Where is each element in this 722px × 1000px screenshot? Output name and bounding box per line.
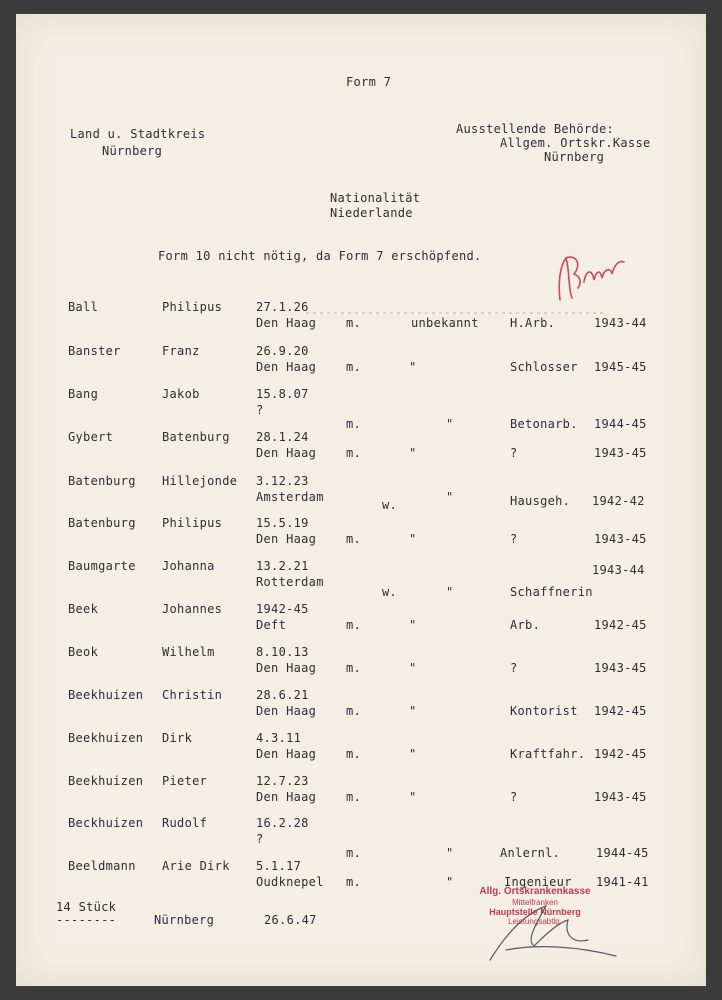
- person-surname: Beeldmann: [68, 859, 136, 873]
- person-date: 13.2.21: [256, 559, 309, 573]
- person-surname: Gybert: [68, 430, 114, 444]
- dashes: --------: [56, 913, 117, 927]
- person-date: 28.1.24: [256, 430, 309, 444]
- person-job: ?: [510, 446, 518, 460]
- person-period: 1942-45: [594, 747, 647, 761]
- person-surname: Beekhuizen: [68, 688, 144, 702]
- person-job: Kraftfahr.: [510, 747, 586, 761]
- person-date: 8.10.13: [256, 645, 309, 659]
- person-job: Schaffnerin: [510, 585, 593, 599]
- person-surname: Baumgarte: [68, 559, 136, 573]
- note-line: Form 10 nicht nötig, da Form 7 erschöpfend.: [158, 249, 482, 263]
- person-surname: Bang: [68, 387, 99, 401]
- person-given: Wilhelm: [162, 645, 215, 659]
- person-status: ": [409, 360, 417, 374]
- person-period: 1943-44: [592, 563, 645, 577]
- district-line-1: Land u. Stadtkreis: [70, 127, 206, 141]
- person-surname: Beekhuizen: [68, 731, 144, 745]
- person-given: Johannes: [162, 602, 223, 616]
- person-status: ": [409, 704, 417, 718]
- person-status: ": [409, 661, 417, 675]
- person-surname: Batenburg: [68, 474, 136, 488]
- person-status: ": [409, 532, 417, 546]
- person-sex: m.: [346, 618, 362, 632]
- person-period: 1943-45: [594, 790, 647, 804]
- person-place: Rotterdam: [256, 575, 324, 589]
- person-place: Amsterdam: [256, 490, 324, 504]
- district-line-2: Nürnberg: [102, 144, 163, 158]
- person-job: ?: [510, 661, 518, 675]
- nationality-label: Nationalität: [330, 191, 421, 205]
- person-job: ?: [510, 532, 518, 546]
- person-date: 15.8.07: [256, 387, 309, 401]
- person-place: Den Haag: [256, 360, 317, 374]
- person-date: 3.12.23: [256, 474, 309, 488]
- person-place: ?: [256, 832, 264, 846]
- person-date: 28.6.21: [256, 688, 309, 702]
- person-place: Den Haag: [256, 532, 317, 546]
- person-given: Batenburg: [162, 430, 230, 444]
- person-date: 26.9.20: [256, 344, 309, 358]
- person-given: Christin: [162, 688, 223, 702]
- person-date: 1942-45: [256, 602, 309, 616]
- person-job: Betonarb.: [510, 417, 578, 431]
- person-period: 1945-45: [594, 360, 647, 374]
- person-sex: w.: [382, 585, 398, 599]
- footer-city: Nürnberg: [154, 913, 215, 927]
- authority-line-3: Nürnberg: [544, 150, 605, 164]
- person-sex: m.: [346, 747, 362, 761]
- person-place: Den Haag: [256, 704, 317, 718]
- person-surname: Ball: [68, 300, 99, 314]
- person-given: Rudolf: [162, 816, 208, 830]
- person-surname: Beekhuizen: [68, 774, 144, 788]
- person-date: 4.3.11: [256, 731, 302, 745]
- person-sex: m.: [346, 446, 362, 460]
- person-status: ": [446, 875, 454, 889]
- person-date: 16.2.28: [256, 816, 309, 830]
- person-period: 1942-45: [594, 618, 647, 632]
- person-status: ": [446, 490, 454, 504]
- person-place: Oudknepel: [256, 875, 324, 889]
- person-sex: m.: [346, 790, 362, 804]
- person-period: 1944-45: [594, 417, 647, 431]
- person-sex: m.: [346, 360, 362, 374]
- signature-mark-icon: [554, 242, 634, 312]
- person-date: 5.1.17: [256, 859, 302, 873]
- stamp-line-1: Allg. Ortskrankenkasse: [479, 886, 591, 897]
- person-given: Franz: [162, 344, 200, 358]
- person-status: ": [446, 417, 454, 431]
- person-sex: w.: [382, 498, 398, 512]
- person-status: ": [409, 618, 417, 632]
- person-place: Den Haag: [256, 790, 317, 804]
- person-sex: m.: [346, 661, 362, 675]
- person-given: Dirk: [162, 731, 193, 745]
- person-job: Anlernl.: [500, 846, 561, 860]
- person-job: Kontorist: [510, 704, 578, 718]
- person-period: 1943-45: [594, 532, 647, 546]
- person-status: unbekannt: [411, 316, 479, 330]
- person-job: Arb.: [510, 618, 541, 632]
- count-label: 14 Stück: [56, 900, 117, 914]
- person-given: Johanna: [162, 559, 215, 573]
- person-period: 1943-44: [594, 316, 647, 330]
- nationality-value: Niederlande: [330, 206, 413, 220]
- person-surname: Beek: [68, 602, 99, 616]
- person-period: 1944-45: [596, 846, 649, 860]
- person-sex: m.: [346, 316, 362, 330]
- person-sex: m.: [346, 704, 362, 718]
- person-sex: m.: [346, 875, 362, 889]
- person-date: 15.5.19: [256, 516, 309, 530]
- authority-line-2: Allgem. Ortskr.Kasse: [500, 136, 651, 150]
- authority-line-1: Ausstellende Behörde:: [456, 122, 615, 136]
- person-period: 1942-45: [594, 704, 647, 718]
- person-period: 1943-45: [594, 661, 647, 675]
- person-given: Hillejonde: [162, 474, 238, 488]
- person-job: Schlosser: [510, 360, 578, 374]
- person-date: 27.1.26: [256, 300, 309, 314]
- person-place: Den Haag: [256, 316, 317, 330]
- person-surname: Beok: [68, 645, 99, 659]
- person-surname: Banster: [68, 344, 121, 358]
- person-job: Ingenieur: [504, 875, 572, 889]
- person-job: H.Arb.: [510, 316, 556, 330]
- person-job: Hausgeh.: [510, 494, 571, 508]
- footer-date: 26.6.47: [264, 913, 317, 927]
- person-surname: Batenburg: [68, 516, 136, 530]
- person-given: Arie Dirk: [162, 859, 230, 873]
- stamp-signature-icon: [476, 894, 626, 974]
- stamp-line-2: Mittelfranken: [512, 897, 558, 907]
- person-status: ": [446, 846, 454, 860]
- person-status: ": [446, 585, 454, 599]
- stamp-line-4: Leistungsabtlg.: [508, 917, 562, 927]
- person-place: Deft: [256, 618, 287, 632]
- form-title: Form 7: [346, 75, 392, 89]
- person-surname: Beckhuizen: [68, 816, 144, 830]
- person-place: Den Haag: [256, 661, 317, 675]
- person-given: Philipus: [162, 516, 223, 530]
- document-page: [16, 14, 706, 986]
- person-sex: m.: [346, 532, 362, 546]
- person-status: ": [409, 747, 417, 761]
- person-given: Pieter: [162, 774, 208, 788]
- person-place: Den Haag: [256, 747, 317, 761]
- person-period: 1941-41: [596, 875, 649, 889]
- stamp-line-3: Hauptstelle Nürnberg: [489, 906, 581, 917]
- person-sex: m.: [346, 846, 362, 860]
- person-sex: m.: [346, 417, 362, 431]
- person-job: ?: [510, 790, 518, 804]
- person-place: Den Haag: [256, 446, 317, 460]
- person-status: ": [409, 446, 417, 460]
- person-given: Jakob: [162, 387, 200, 401]
- person-given: Philipus: [162, 300, 223, 314]
- person-status: ": [409, 790, 417, 804]
- person-date: 12.7.23: [256, 774, 309, 788]
- person-period: 1942-42: [592, 494, 645, 508]
- person-period: 1943-45: [594, 446, 647, 460]
- person-place: ?: [256, 403, 264, 417]
